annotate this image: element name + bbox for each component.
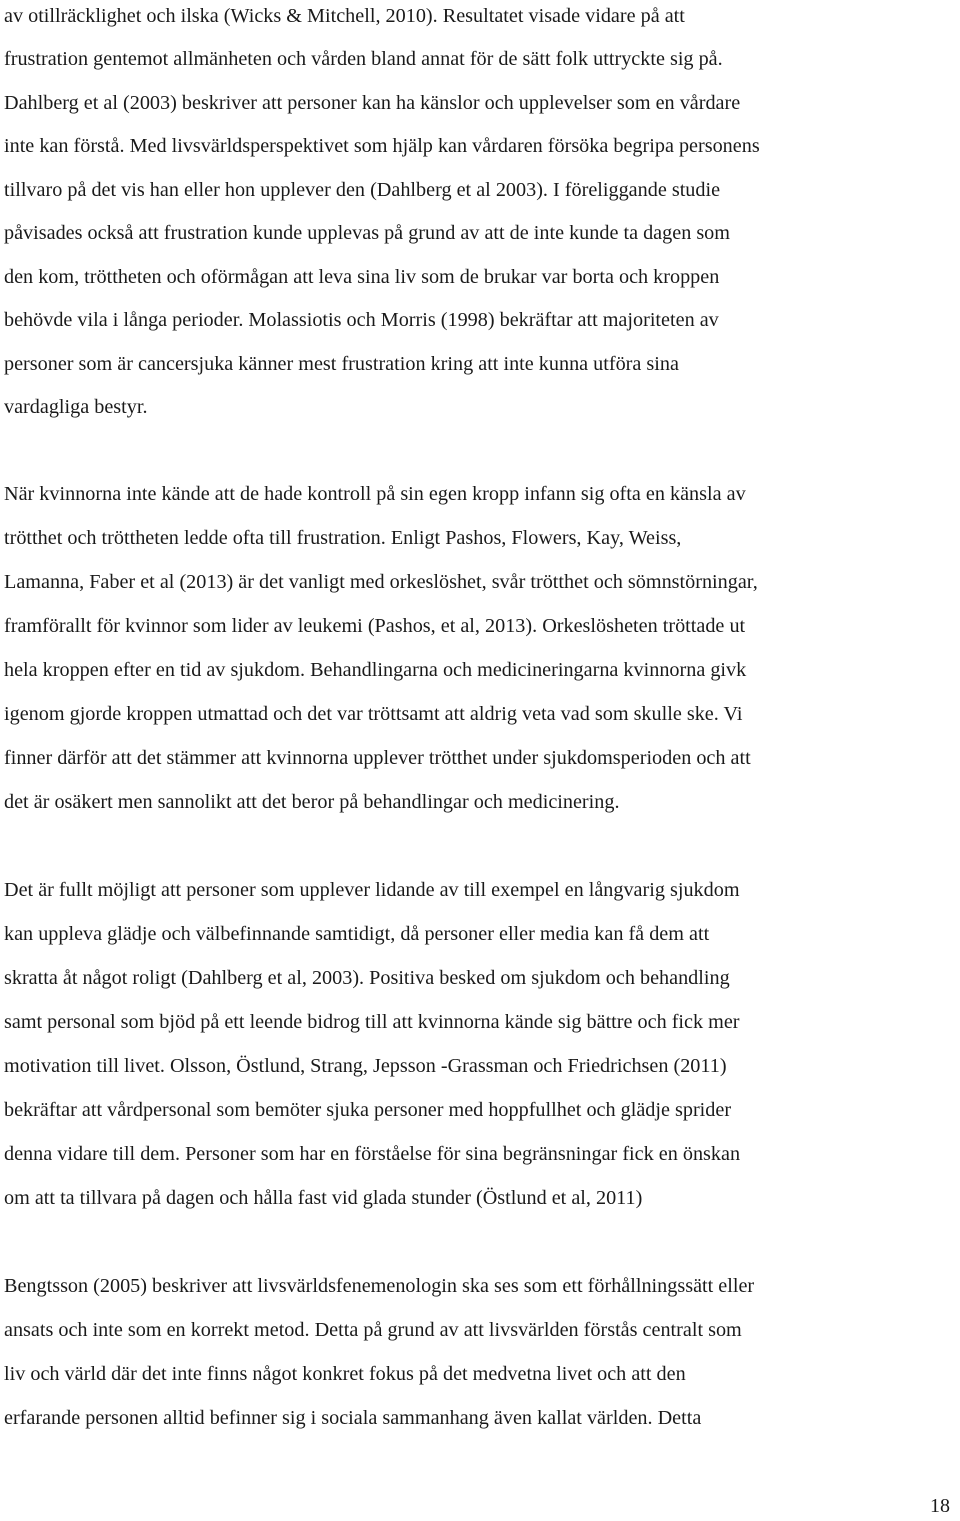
text-line: skratta åt något roligt (Dahlberg et al, 2003). Positiva besked om sjukdom och behandling — [4, 967, 730, 989]
text-line: vardagliga bestyr. — [4, 396, 148, 418]
text-line: frustration gentemot allmänheten och vården bland annat för de sätt folk uttryckte sig på. — [4, 48, 723, 70]
text-line: Lamanna, Faber et al (2013) är det vanligt med orkeslöshet, svår trötthet och sömnstörningar, — [4, 571, 758, 593]
text-line: ansats och inte som en korrekt metod. Detta på grund av att livsvärlden förstås centralt som — [4, 1319, 742, 1341]
text-line: Det är fullt möjligt att personer som upplever lidande av till exempel en långvarig sjukdom — [4, 879, 740, 901]
text-line: hela kroppen efter en tid av sjukdom. Behandlingarna och medicineringarna kvinnorna givk — [4, 659, 747, 681]
text-line: bekräftar att vårdpersonal som bemöter sjuka personer med hoppfullhet och glädje sprider — [4, 1099, 732, 1121]
text-line: erfarande personen alltid befinner sig i sociala sammanhang även kallat världen. Detta — [4, 1407, 702, 1429]
text-line: det är osäkert men sannolikt att det beror på behandlingar och medicinering. — [4, 791, 620, 813]
page-number: 18 — [930, 1495, 950, 1517]
text-line: tillvaro på det vis han eller hon upplever den (Dahlberg et al 2003). I föreliggande studie — [4, 179, 721, 201]
text-line: behövde vila i långa perioder. Molassiotis och Morris (1998) bekräftar att majoriteten av — [4, 309, 719, 331]
text-line: samt personal som bjöd på ett leende bidrog till att kvinnorna kände sig bättre och fick mer — [4, 1011, 740, 1033]
text-line: om att ta tillvara på dagen och hålla fast vid glada stunder (Östlund et al, 2011) — [4, 1187, 643, 1209]
text-line: denna vidare till dem. Personer som har en förståelse för sina begränsningar fick en önskan — [4, 1143, 741, 1165]
text-line: motivation till livet. Olsson, Östlund, Strang, Jepsson -Grassman och Friedrichsen (2011) — [4, 1055, 727, 1077]
text-line: framförallt för kvinnor som lider av leukemi (Pashos, et al, 2013). Orkeslösheten tröttade ut — [4, 615, 746, 637]
text-line: igenom gjorde kroppen utmattad och det var tröttsamt att aldrig veta vad som skulle ske. Vi — [4, 703, 743, 725]
text-line: personer som är cancersjuka känner mest frustration kring att inte kunna utföra sina — [4, 353, 679, 375]
text-line: Dahlberg et al (2003) beskriver att personer kan ha känslor och upplevelser som en vårdare — [4, 92, 741, 114]
text-line: påvisades också att frustration kunde upplevas på grund av att de inte kunde ta dagen som — [4, 222, 730, 244]
text-line: kan uppleva glädje och välbefinnande samtidigt, då personer eller media kan få dem att — [4, 923, 710, 945]
text-line: inte kan förstå. Med livsvärldsperspektivet som hjälp kan vårdaren försöka begripa personens — [4, 135, 760, 157]
text-line: den kom, tröttheten och oförmågan att leva sina liv som de brukar var borta och kroppen — [4, 266, 720, 288]
text-line: liv och värld där det inte finns något konkret fokus på det medvetna livet och att den — [4, 1363, 686, 1385]
text-line: finner därför att det stämmer att kvinnorna upplever trötthet under sjukdomsperioden och att — [4, 747, 751, 769]
text-line: trötthet och tröttheten ledde ofta till frustration. Enligt Pashos, Flowers, Kay, Weiss, — [4, 527, 682, 549]
text-line: Bengtsson (2005) beskriver att livsvärldsfenemenologin ska ses som ett förhållningssätt eller — [4, 1275, 755, 1297]
text-line: av otillräcklighet och ilska (Wicks & Mitchell, 2010). Resultatet visade vidare på att — [4, 5, 685, 27]
text-line: När kvinnorna inte kände att de hade kontroll på sin egen kropp infann sig ofta en känsla av — [4, 483, 746, 505]
